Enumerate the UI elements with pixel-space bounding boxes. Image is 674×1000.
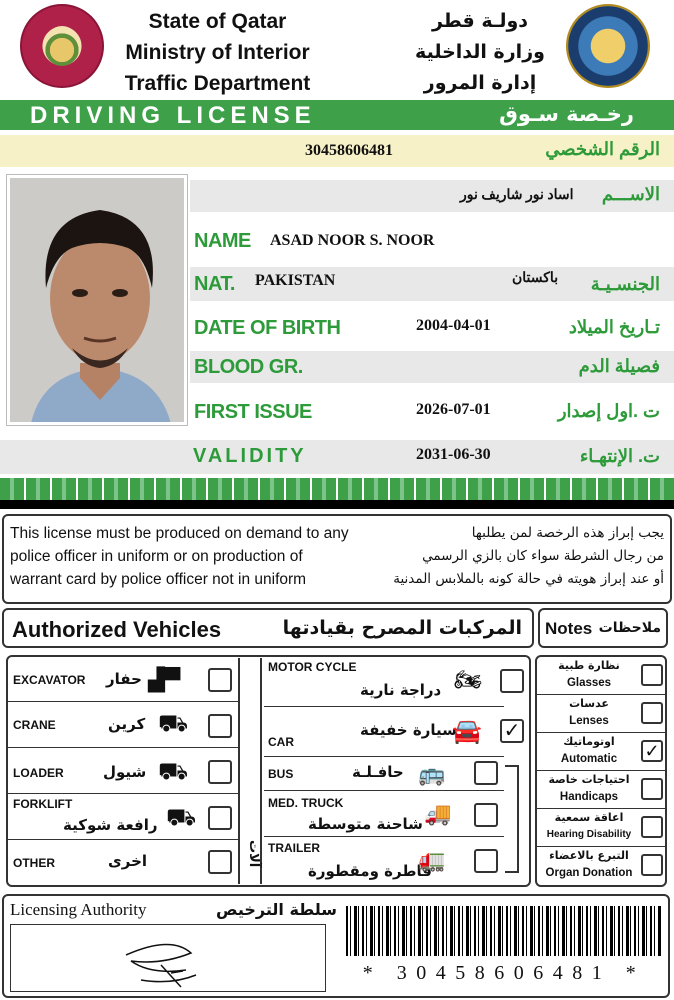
note-lenses	[537, 695, 665, 733]
note-label: Glasses	[566, 677, 612, 689]
car-icon: 🚘	[452, 718, 482, 745]
checkbox-other[interactable]	[208, 850, 232, 874]
category-label: EXCAVATOR	[13, 673, 86, 687]
note-label: Automatic	[560, 753, 618, 765]
notes-title-en: Notes	[545, 619, 593, 638]
note-label-ar: عدسات	[569, 697, 609, 710]
nationality-row	[190, 267, 674, 301]
blood-label: BLOOD GR.	[194, 356, 303, 378]
header-state: State of Qatar	[148, 10, 287, 33]
category-label: CAR	[268, 735, 294, 749]
category-label: LOADER	[13, 766, 64, 780]
note-label-ar: اوتوماتيك	[563, 735, 615, 748]
category-motorcycle	[264, 657, 504, 707]
first-issue-value: 2026-07-01	[416, 401, 491, 418]
excavator-icon: ▟▀	[148, 667, 181, 692]
category-label: TRAILER	[268, 841, 320, 855]
checkbox-handicaps[interactable]	[641, 778, 663, 800]
dob-value: 2004-04-01	[416, 317, 491, 334]
licensing-authority-en: Licensing Authority	[10, 900, 147, 919]
header-english	[110, 6, 325, 99]
name-row	[190, 226, 674, 258]
category-label-ar: رافعة شوكية	[63, 816, 158, 834]
category-label: CRANE	[13, 718, 56, 732]
checkbox-excavator[interactable]	[208, 668, 232, 692]
category-label: OTHER	[13, 856, 55, 870]
first-issue-label: FIRST ISSUE	[194, 401, 312, 423]
notice-ar-line: يجب إبراز هذه الرخصة لمن يطلبها	[471, 525, 664, 541]
checkbox-crane[interactable]	[208, 714, 232, 738]
checkbox-trailer[interactable]	[474, 849, 498, 873]
note-label: Hearing Disability	[546, 829, 632, 840]
note-label: Organ Donation	[545, 867, 633, 879]
dob-label: DATE OF BIRTH	[194, 317, 341, 339]
signature	[11, 925, 327, 993]
name-label-ar: الاســـم	[601, 184, 660, 204]
validity-label-ar: ت. الإنتهـاء	[579, 446, 660, 466]
note-organ-donation	[537, 847, 665, 885]
blood-label-ar: فصيلة الدم	[578, 356, 660, 376]
machines-label-ar: آلات	[246, 840, 261, 868]
note-label-ar: التبرع بالاعضاء	[549, 849, 629, 862]
trailer-icon: 🚛	[418, 847, 446, 872]
note-handicaps	[537, 771, 665, 809]
blood-row	[190, 351, 674, 383]
notice-ar-line: من رجال الشرطة سواء كان بالزي الرسمي	[422, 548, 664, 564]
category-label-ar: حفار	[106, 670, 142, 688]
checkbox-forklift[interactable]	[208, 806, 232, 830]
note-automatic	[537, 733, 665, 771]
first-issue-label-ar: ت .اول إصدار	[557, 401, 660, 421]
loader-icon: ⛟	[158, 758, 189, 785]
name-ar: اساد نور شاريف نور	[460, 188, 574, 203]
notes-title-ar: ملاحظات	[598, 620, 661, 636]
notice-en-line: This license must be produced on demand to any	[10, 525, 349, 542]
category-label-ar: سيارة خفيفة	[360, 721, 457, 739]
card-divider	[0, 500, 674, 509]
checkbox-glasses[interactable]	[641, 664, 663, 686]
name-ar-row	[190, 180, 674, 212]
notice-ar-line: أو عند إبراز هويته في حالة كونه بالملابس المدنية	[393, 571, 664, 587]
header-ministry-ar: وزارة الداخلية	[415, 41, 545, 63]
barcode	[346, 906, 662, 956]
decorative-footer	[0, 478, 674, 500]
category-med-truck	[264, 791, 504, 837]
category-bus	[264, 757, 504, 791]
validity-label: VALIDITY	[193, 445, 307, 467]
checkbox-car[interactable]: ✓	[500, 719, 524, 743]
motorcycle-icon: 🏍	[454, 667, 482, 692]
heavy-bracket	[505, 765, 519, 873]
name-label: NAME	[194, 230, 251, 252]
gcc-emblem	[566, 4, 650, 88]
category-label-ar: كرين	[108, 715, 146, 733]
category-trailer	[264, 837, 504, 884]
notice-english	[10, 522, 390, 591]
checkbox-med-truck[interactable]	[474, 803, 498, 827]
dob-row	[190, 312, 674, 344]
notice-arabic	[364, 522, 664, 591]
category-crane	[8, 702, 238, 748]
checkbox-lenses[interactable]	[641, 702, 663, 724]
category-excavator	[8, 657, 238, 702]
note-label: Handicaps	[559, 791, 619, 803]
category-label: BUS	[268, 767, 294, 781]
note-label-ar: احتياجات خاصة	[548, 773, 630, 786]
category-label-ar: شيول	[103, 763, 147, 781]
category-label-ar: اخرى	[108, 852, 148, 870]
bus-icon: 🚌	[418, 761, 446, 786]
nationality-en: PAKISTAN	[255, 272, 336, 289]
dob-label-ar: تـاريخ الميلاد	[568, 317, 660, 337]
licensing-authority-ar: سلطة الترخيص	[216, 900, 337, 919]
category-forklift	[8, 794, 238, 840]
category-label-ar: حافـلـة	[352, 763, 404, 781]
signature-box	[10, 924, 326, 992]
checkbox-hearing[interactable]	[641, 816, 663, 838]
authorized-header	[2, 608, 534, 648]
category-label-ar: دراجة نارية	[360, 681, 442, 699]
title-band	[0, 100, 674, 130]
note-label-ar: نظارة طبية	[558, 659, 620, 672]
authorized-title-en: Authorized Vehicles	[12, 617, 222, 642]
note-label-ar: اعاقة سمعية	[554, 811, 624, 824]
nationality-ar: باكستان	[512, 271, 559, 286]
checkbox-bus[interactable]	[474, 761, 498, 785]
holder-photo	[7, 175, 187, 425]
checkbox-automatic[interactable]: ✓	[641, 740, 663, 762]
name-en: ASAD NOOR S. NOOR	[270, 232, 435, 249]
header-ministry: Ministry of Interior	[125, 41, 310, 64]
title-en: DRIVING LICENSE	[30, 102, 316, 129]
nationality-label: NAT.	[194, 273, 235, 295]
category-other	[8, 840, 238, 884]
personal-number: 30458606481	[305, 142, 393, 159]
category-label-ar: شاحنة متوسطة	[308, 815, 423, 833]
category-label-ar: قاطرة ومقطورة	[308, 862, 432, 880]
header-department: Traffic Department	[124, 72, 311, 95]
nationality-label-ar: الجنسـيـة	[590, 274, 660, 294]
first-issue-row	[190, 396, 674, 428]
header-department-ar: إدارة المرور	[423, 72, 537, 94]
checkbox-organ-donation[interactable]	[641, 854, 663, 876]
forklift-icon: ⛟	[166, 804, 197, 831]
barcode-number: * 30458606481 *	[362, 962, 646, 984]
checkbox-loader[interactable]	[208, 760, 232, 784]
category-loader	[8, 748, 238, 794]
crane-icon: ⛟	[158, 710, 189, 737]
note-glasses	[537, 657, 665, 695]
note-hearing	[537, 809, 665, 847]
validity-value: 2031-06-30	[416, 446, 491, 463]
personal-number-row	[0, 135, 674, 167]
checkbox-motorcycle[interactable]	[500, 669, 524, 693]
truck-icon: 🚚	[424, 801, 452, 826]
notice-en-line: warrant card by police officer not in uniform	[10, 571, 307, 588]
header-state-ar: دولـة قطر	[431, 10, 529, 32]
header-arabic	[400, 6, 560, 99]
note-label: Lenses	[569, 715, 609, 727]
authorized-title-ar: المركبات المصرح بقيادتها	[282, 617, 522, 639]
category-label: FORKLIFT	[13, 797, 73, 811]
category-label: MED. TRUCK	[268, 796, 344, 810]
qatar-moi-emblem	[20, 4, 104, 88]
notice-en-line: police officer in uniform or on production of	[10, 548, 303, 565]
validity-row	[0, 440, 674, 474]
category-car	[264, 707, 521, 757]
personal-number-label-ar: الرقم الشخصي	[545, 139, 660, 159]
title-ar: رخـصة سـوق	[499, 102, 634, 126]
notes-header	[538, 608, 668, 648]
category-label: MOTOR CYCLE	[268, 660, 357, 674]
